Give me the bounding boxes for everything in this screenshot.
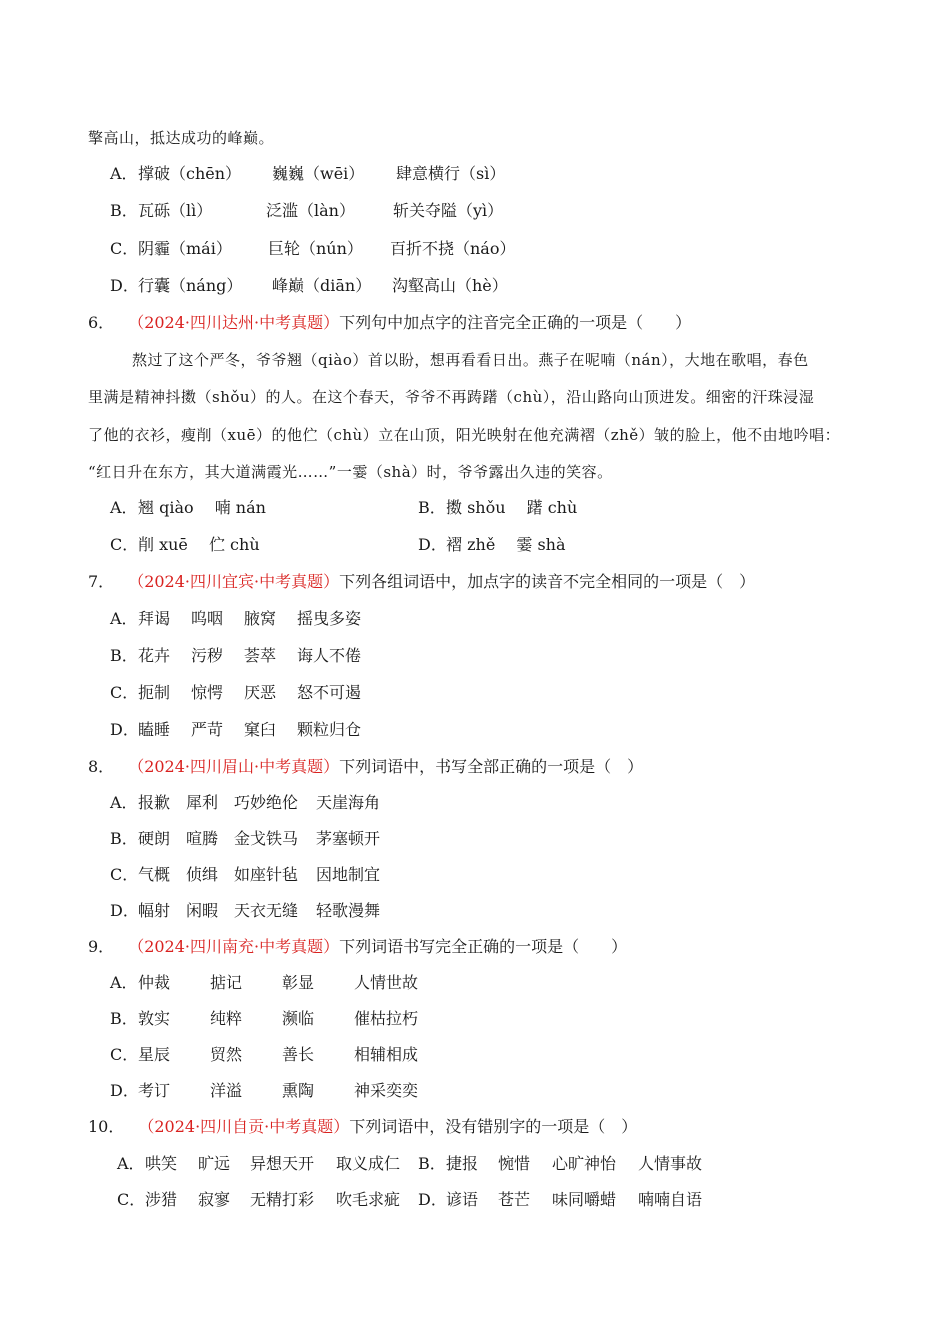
option-item: 瓦砾（lì） [138, 201, 213, 220]
option-item: 花卉 [138, 646, 171, 665]
option-item: 闲暇 [186, 901, 219, 920]
option-letter: A． [110, 973, 138, 992]
q7-heading [88, 572, 755, 592]
option-letter: B． [110, 829, 138, 848]
option-item: 茅塞顿开 [316, 829, 381, 848]
option-item: 诲人不倦 [297, 646, 362, 665]
option-item: 行囊（náng） [138, 276, 243, 295]
question-number: 7． [88, 572, 115, 591]
option-item: 如座针毡 [234, 865, 299, 884]
question-source: （2024·四川宜宾·中考真题） [128, 572, 340, 591]
option-item: 沟壑高山（hè） [392, 276, 508, 295]
option-item: 异想天开 [250, 1154, 315, 1173]
option-letter: B． [110, 201, 138, 220]
question-stem: 下列句中加点字的注音完全正确的一项是（ ） [339, 313, 692, 332]
option-letter: D． [418, 1190, 447, 1209]
option-letter: B． [110, 1009, 138, 1028]
option-item: 幅射 [138, 901, 171, 920]
q6-heading [88, 313, 691, 333]
option-item: 掂记 [210, 973, 243, 992]
option-item: 气概 [138, 865, 171, 884]
option-item: 人情世故 [354, 973, 419, 992]
option-letter: A． [110, 164, 138, 183]
option-item: 窠臼 [244, 720, 277, 739]
option-item: 金戈铁马 [234, 829, 299, 848]
option-item: 轻歌漫舞 [316, 901, 381, 920]
option-item: 捷报 [446, 1154, 479, 1173]
q9-heading [88, 937, 627, 957]
question-number: 9． [88, 937, 115, 956]
option-item: 污秽 [191, 646, 224, 665]
q6-passage-line: 了他的衣衫，瘦削（xuē）的他伫（chù）立在山顶，阳光映射在他充满褶（zhě）皱的脸上，他不由地吟唱： [88, 426, 841, 444]
question-source: （2024·四川南充·中考真题） [128, 937, 340, 956]
option-item: 相辅相成 [354, 1045, 419, 1064]
option-item: 巨轮（nún） [268, 239, 363, 258]
question-source: （2024·四川眉山·中考真题） [128, 757, 340, 776]
question-stem: 下列词语中，没有错别字的一项是（ ） [349, 1117, 638, 1136]
option-item: 肆意横行（sì） [396, 164, 506, 183]
q6-passage-line: 熬过了这个严冬，爷爷翘（qiào）首以盼，想再看看日出。燕子在呢喃（nán），大地在歌唱，春色 [132, 351, 809, 369]
q5-passage-tail: 擎高山，抵达成功的峰巅。 [88, 129, 275, 147]
option-text: 翘 qiào 喃 nán [138, 498, 266, 517]
option-item: 瞌睡 [138, 720, 171, 739]
option-text: 擞 shǒu 躇 chù [446, 498, 578, 517]
option-item: 怒不可遏 [297, 683, 362, 702]
option-item: 荟萃 [244, 646, 277, 665]
option-item: 无精打彩 [250, 1190, 315, 1209]
option-item: 濒临 [282, 1009, 315, 1028]
option-item: 旷远 [198, 1154, 231, 1173]
option-item: 涉猎 [145, 1190, 178, 1209]
option-item: 惋惜 [498, 1154, 531, 1173]
option-letter: C． [110, 239, 139, 258]
option-item: 哄笑 [145, 1154, 178, 1173]
option-letter: A． [110, 498, 138, 517]
option-item: 心旷神怡 [552, 1154, 617, 1173]
option-item: 硬朗 [138, 829, 171, 848]
option-letter: C． [117, 1190, 146, 1209]
option-item: 扼制 [138, 683, 171, 702]
option-item: 峰巅（diān） [272, 276, 372, 295]
question-source: （2024·四川达州·中考真题） [128, 313, 340, 332]
option-item: 洋溢 [210, 1081, 243, 1100]
q8-heading [88, 757, 643, 777]
option-letter: B． [418, 498, 446, 517]
option-item: 催枯拉朽 [354, 1009, 419, 1028]
q6-passage-line: 里满是精神抖擞（shǒu）的人。在这个春天，爷爷不再踌躇（chù），沿山路向山顶进发。细密的汗珠浸湿 [88, 388, 815, 406]
question-number: 8． [88, 757, 115, 776]
option-item: 腋窝 [244, 609, 277, 628]
option-item: 报歉 [138, 793, 171, 812]
option-letter: C． [110, 1045, 139, 1064]
option-item: 巍巍（wēi） [272, 164, 365, 183]
option-item: 人情事故 [638, 1154, 703, 1173]
option-text: 削 xuē 伫 chù [138, 535, 260, 554]
option-item: 善长 [282, 1045, 315, 1064]
option-item: 泛滥（làn） [266, 201, 355, 220]
option-item: 谚语 [446, 1190, 479, 1209]
option-item: 撑破（chēn） [138, 164, 242, 183]
option-letter: D． [110, 276, 139, 295]
option-letter: B． [110, 646, 138, 665]
option-item: 熏陶 [282, 1081, 315, 1100]
option-item: 纯粹 [210, 1009, 243, 1028]
option-item: 神采奕奕 [354, 1081, 419, 1100]
option-letter: C． [110, 535, 139, 554]
question-stem: 下列词语书写完全正确的一项是（ ） [339, 937, 628, 956]
option-item: 巧妙绝伦 [234, 793, 299, 812]
option-item: 因地制宜 [316, 865, 381, 884]
option-letter: B． [418, 1154, 446, 1173]
option-item: 颗粒归仓 [297, 720, 362, 739]
option-letter: A． [110, 793, 138, 812]
option-item: 敦实 [138, 1009, 171, 1028]
question-number: 6． [88, 313, 115, 332]
option-letter: D． [110, 720, 139, 739]
option-item: 仲裁 [138, 973, 171, 992]
option-letter: C． [110, 865, 139, 884]
option-letter: D． [110, 901, 139, 920]
option-item: 寂寥 [198, 1190, 231, 1209]
option-item: 天衣无缝 [234, 901, 299, 920]
option-item: 吹毛求疵 [336, 1190, 401, 1209]
option-item: 犀利 [186, 793, 219, 812]
option-letter: A． [110, 609, 138, 628]
option-item: 彰显 [282, 973, 315, 992]
option-letter: C． [110, 683, 139, 702]
option-item: 苍芒 [498, 1190, 531, 1209]
option-item: 拜谒 [138, 609, 171, 628]
option-item: 百折不挠（náo） [390, 239, 516, 258]
option-item: 贸然 [210, 1045, 243, 1064]
question-stem: 下列各组词语中，加点字的读音不完全相同的一项是（ ） [339, 572, 756, 591]
option-item: 斩关夺隘（yì） [393, 201, 504, 220]
option-item: 取义成仁 [336, 1154, 401, 1173]
option-item: 喧腾 [186, 829, 219, 848]
option-item: 考订 [138, 1081, 171, 1100]
option-letter: D． [110, 1081, 139, 1100]
option-item: 严苛 [191, 720, 224, 739]
option-item: 味同嚼蜡 [552, 1190, 617, 1209]
q6-passage-line: “红日升在东方，其大道满霞光……”一霎（shà）时，爷爷露出久违的笑容。 [88, 463, 613, 481]
option-item: 天崖海角 [316, 793, 381, 812]
option-item: 阴霾（mái） [138, 239, 232, 258]
option-item: 惊愕 [191, 683, 224, 702]
option-item: 呜咽 [191, 609, 224, 628]
question-number: 10． [88, 1117, 125, 1136]
option-item: 侦缉 [186, 865, 219, 884]
question-stem: 下列词语中，书写全部正确的一项是（ ） [339, 757, 644, 776]
option-item: 摇曳多姿 [297, 609, 362, 628]
option-letter: D． [418, 535, 447, 554]
option-item: 喃喃自语 [638, 1190, 703, 1209]
option-item: 星辰 [138, 1045, 171, 1064]
option-text: 褶 zhě 霎 shà [446, 535, 566, 554]
question-source: （2024·四川自贡·中考真题） [138, 1117, 350, 1136]
q10-heading [88, 1117, 637, 1137]
option-letter: A． [117, 1154, 145, 1173]
option-item: 厌恶 [244, 683, 277, 702]
